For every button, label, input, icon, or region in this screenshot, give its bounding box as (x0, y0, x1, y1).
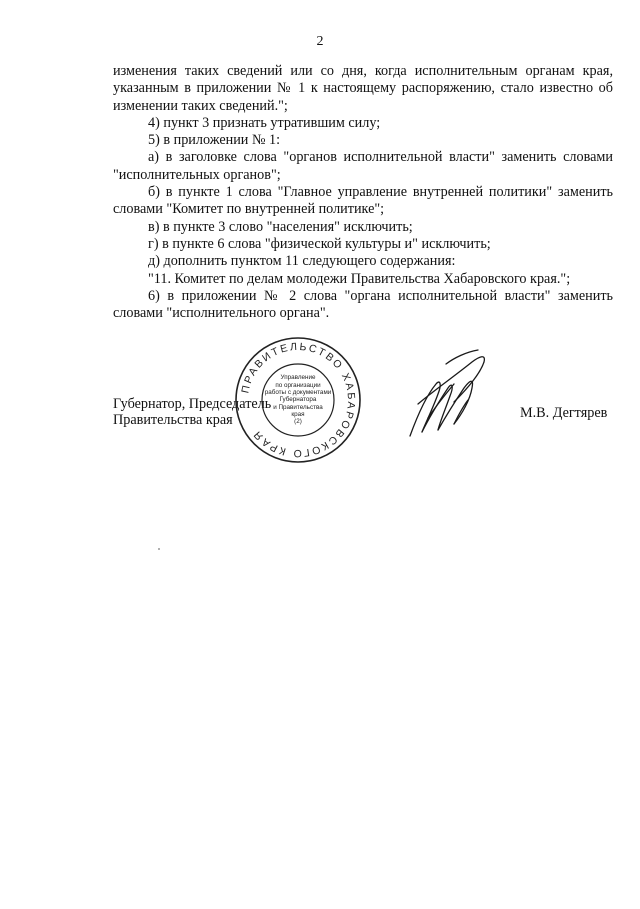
stamp-center-text (264, 366, 332, 434)
paragraph-item-5v: в) в пункте 3 слово "населения" исключить; (148, 218, 413, 235)
stamp-seal-icon (234, 336, 362, 464)
document-body (113, 63, 613, 322)
stamp-line: и Правительства (273, 403, 323, 411)
stamp-line: (2) (294, 418, 302, 426)
paragraph-item-4: 4) пункт 3 признать утратившим силу; (148, 114, 381, 131)
paragraph-item-6: 6) в приложении № 2 слова "органа исполнительной власти" заменить словами "исполнительного органа". (113, 287, 613, 322)
paragraph-item-11-quote: "11. Комитет по делам молодежи Правительства Хабаровского края."; (148, 270, 571, 287)
paragraph-item-5: 5) в приложении № 1: (148, 132, 281, 149)
stamp-line: Управление (280, 374, 316, 382)
paragraph-item-5d: д) дополнить пунктом 11 следующего содержания: (148, 253, 456, 270)
signer-role-line2: Правительства края (113, 412, 233, 428)
paragraph-continuation: изменения таких сведений или со дня, когда исполнительным органам края, указанным в приложении № 1 к настоящему распоряжению, стало известно об изменении таких сведений."; (113, 63, 613, 114)
stamp-line: Губернатора (279, 396, 317, 404)
paragraph-item-5b: б) в пункте 1 слова "Главное управление внутренней политики" заменить словами "Комитет по внутренней политике"; (113, 184, 613, 218)
handwritten-signature (388, 344, 498, 454)
stamp-line: по организации (275, 381, 321, 389)
official-stamp (234, 336, 362, 464)
signer-name: М.В. Дегтярев (520, 405, 608, 421)
signer-role (113, 396, 271, 428)
stamp-line: края (291, 410, 305, 418)
paragraph-item-5g: г) в пункте 6 слова "физической культуры и" исключить; (148, 235, 491, 252)
scan-speck (158, 548, 160, 550)
page-number: 2 (316, 34, 324, 49)
signer-role-line1: Губернатор, Председатель (113, 396, 272, 412)
paragraph-item-5a: а) в заголовке слова "органов исполнительной власти" заменить словами "исполнительных органов"; (113, 149, 613, 183)
stamp-ring-text: ПРАВИТЕЛЬСТВО ХАБАРОВСКОГО КРАЯ (239, 340, 358, 460)
stamp-line: работы с документами (264, 389, 332, 397)
signature-icon (388, 344, 498, 454)
